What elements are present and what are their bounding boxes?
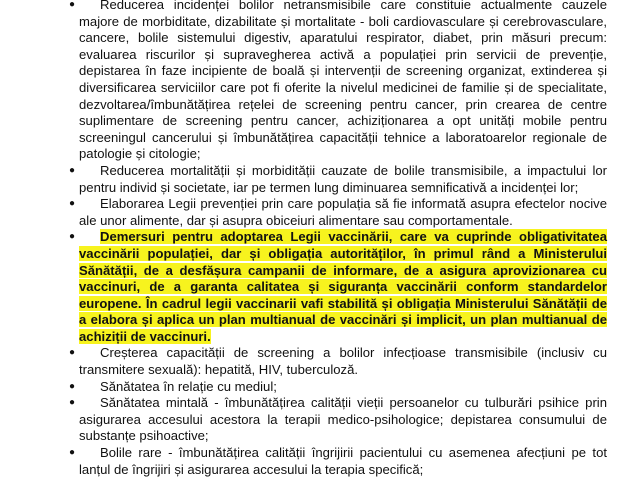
bullet-icon: ● [69, 198, 76, 210]
list-item-environment-health [69, 378, 607, 396]
list-item-mental-health [69, 395, 607, 445]
list-item-prevention-law [69, 196, 607, 229]
list-item-text: Creșterea capacității de screening a bolilor infecțioase transmisibile (inclusiv cu transmitere sexuală): hepatită, HIV, tuberculoză. [79, 345, 607, 378]
bullet-icon: ● [69, 0, 76, 10]
list-item-text: Bolile rare - îmbunătățirea calității îngrijirii pacientului cu asemenea afecțiuni pe tot lanțul de îngrijiri și asigurarea accesului la terapia specifică; [79, 445, 607, 477]
list-item-text: Elaborarea Legii prevenției prin care populația să fie informată asupra efectelor nocive ale unor alimente, dar și asupra obiceiuri alimentare sau comportamentale. [79, 196, 607, 228]
list-item-communicable-diseases [69, 162, 607, 196]
list-item-vaccination-law [69, 229, 607, 345]
bullet-icon: ● [69, 347, 76, 359]
list-item-text: Sănătatea în relație cu mediul; [100, 378, 277, 394]
list-item-text: Sănătatea mintală - îmbunătățirea calității vieții persoanelor cu tulburări psihice prin asigurarea accesului acestora la terapii medico-psihologice; depistarea consumului de substanțe psihoactive; [79, 395, 607, 444]
list-item-text: Reducerea incidenței bolilor netransmisibile care constituie actualmente cauzele majore de morbiditate, dizabilitate și mortalitate - boli cardiovasculare și cerebrovasculare, cancere, bolile sistemului digestiv, aparatului respirator, diabet, prin măsuri precum: evaluarea riscurilor și supravegherea activă a populației prin servicii de prevenție, depistarea în faze incipiente de boală și intervenții de screening organizat, extinderea și diversificarea serviciilor care pot fi oferite la nivelul medicinei de familie și de specialitate, dezvoltarea/îmbunătățirea rețelei de screening pentru cancer, prin crearea de centre suplimentare de screening pentru cancer, achiziționarea a opt unități mobile pentru screeningul cancerului și îmbunătățirea capacității tehnice a laboratoarelor regionale de patologie și citologie; [79, 0, 607, 162]
list-item-rare-diseases [69, 445, 607, 478]
list-item-infectious-screening [69, 345, 607, 378]
bullet-icon: ● [69, 164, 76, 176]
bullet-icon: ● [69, 231, 76, 243]
list-item-ncd-reduction [69, 0, 607, 163]
bullet-icon: ● [69, 447, 76, 459]
bullet-icon: ● [69, 397, 76, 409]
bullet-icon: ● [69, 380, 76, 392]
highlighted-text: Demersuri pentru adoptarea Legii vaccinării, care va cuprinde obligativitatea vaccinării populației, dar și obligația autorităților, în primul rând a Ministerului Sănătății, de a desfășura campanii de informare, de a asigura aprovizionarea cu vaccinuri, de a garanta calitatea și siguranța vaccinării conform standardelor europene. În cadrul legii vaccinarii vafi stabilită și obligația Ministerului Sănătății de a elabora și aplica un plan multianual de vaccinări și implicit, un plan multianual de achiziții de vaccinuri. [79, 229, 607, 344]
list-item-text: Reducerea mortalității și morbidității cauzate de bolile transmisibile, a impactului lor pentru individ și societate, iar pe termen lung diminuarea semnificativă a incidenței lor; [79, 162, 607, 195]
